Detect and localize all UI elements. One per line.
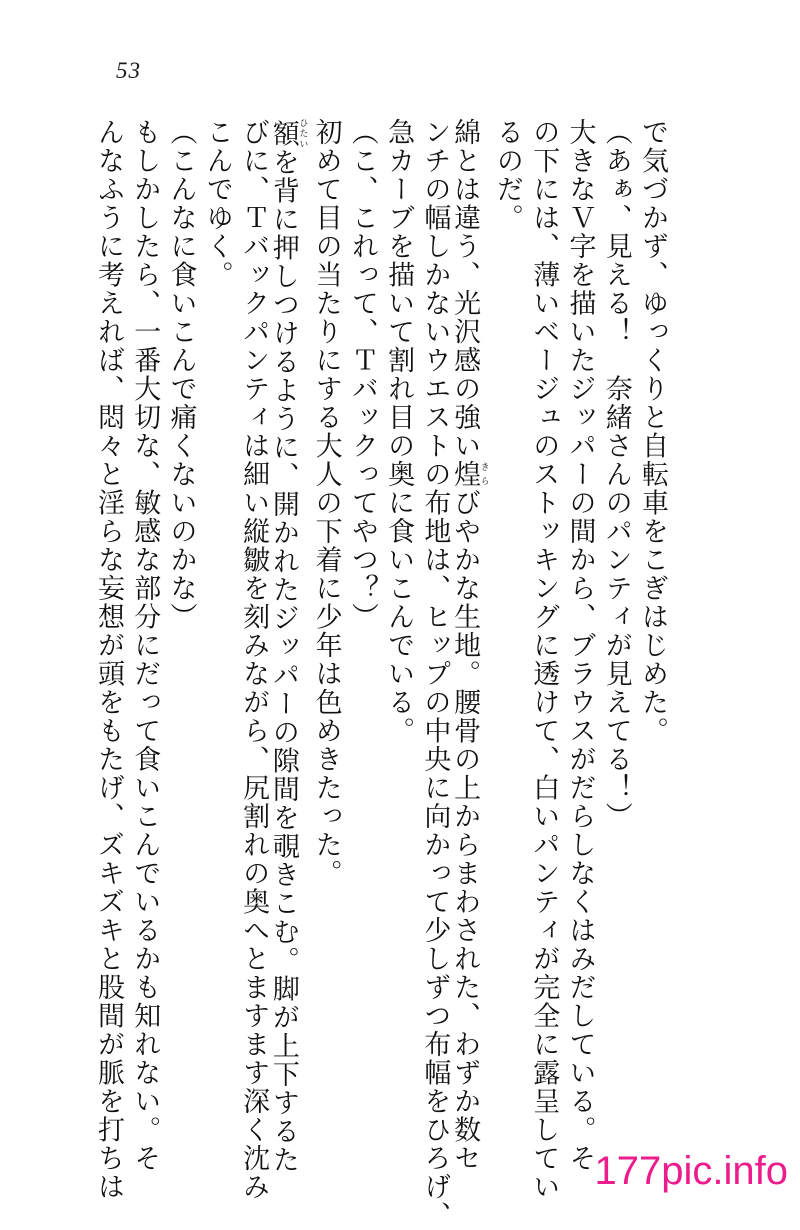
ruby-annotation: 額ひたい xyxy=(267,118,308,150)
text-column: の下には、薄いベージュのストッキングに透けて、白いパンティが完全に露呈してい xyxy=(528,118,560,1201)
watermark-link[interactable]: 177pic.info xyxy=(594,1149,788,1193)
text-column: 綿とは違う、光沢感の強い煌きらびやかな生地。腰骨の上からまわされた、わずか数セ xyxy=(449,118,489,1173)
text-column: もしかしたら、一番大切な、敏感な部分にだって食いこんでいるかも知れない。そ xyxy=(129,118,161,1173)
text-column: （こんなに食いこんで痛くないのかな） xyxy=(165,118,197,631)
text-column: で気づかず、ゆっくりと自転車をこぎはじめた。 xyxy=(636,118,668,745)
text-column: るのだ。 xyxy=(491,118,523,232)
text-column: 大きなＶ字を描いたジッパーの間から、ブラウスがだらしなくはみだしている。そ xyxy=(564,118,596,1173)
text-column: 額ひたいを背に押しつけるように、開かれたジッパーの隙間を覗きこむ。脚が上下するた xyxy=(267,118,308,1174)
text-column: （あぁ、見える！ 奈緒さんのパンティが見えてる！） xyxy=(600,118,632,831)
text-column: 初めて目の当たりにする大人の下着に少年は色めきたった。 xyxy=(310,118,342,888)
text-column: んなふうに考えれば、悶々と淫らな妄想が頭をもたげ、ズキズキと股間が脈を打ちは xyxy=(93,118,124,1201)
text-column: びに、Ｔバックパンティは細い縦皺を刻みながら、尻割れの奥へとますます深く沈み xyxy=(238,118,270,1201)
text-column: こんでゆく。 xyxy=(201,118,233,289)
ruby-annotation: 煌きら xyxy=(449,460,489,489)
text-column: （こ、これって、Ｔバックってやつ？） xyxy=(346,118,378,631)
text-column: ンチの幅しかないウエストの布地は、ヒップの中央に向かって少しずつ布幅をひろげ、 xyxy=(419,118,451,1230)
page-number: 53 xyxy=(116,58,141,83)
text-column: 急カーブを描いて割れ目の奥に食いこんでいる。 xyxy=(383,118,415,745)
vertical-text-block xyxy=(90,118,670,1230)
